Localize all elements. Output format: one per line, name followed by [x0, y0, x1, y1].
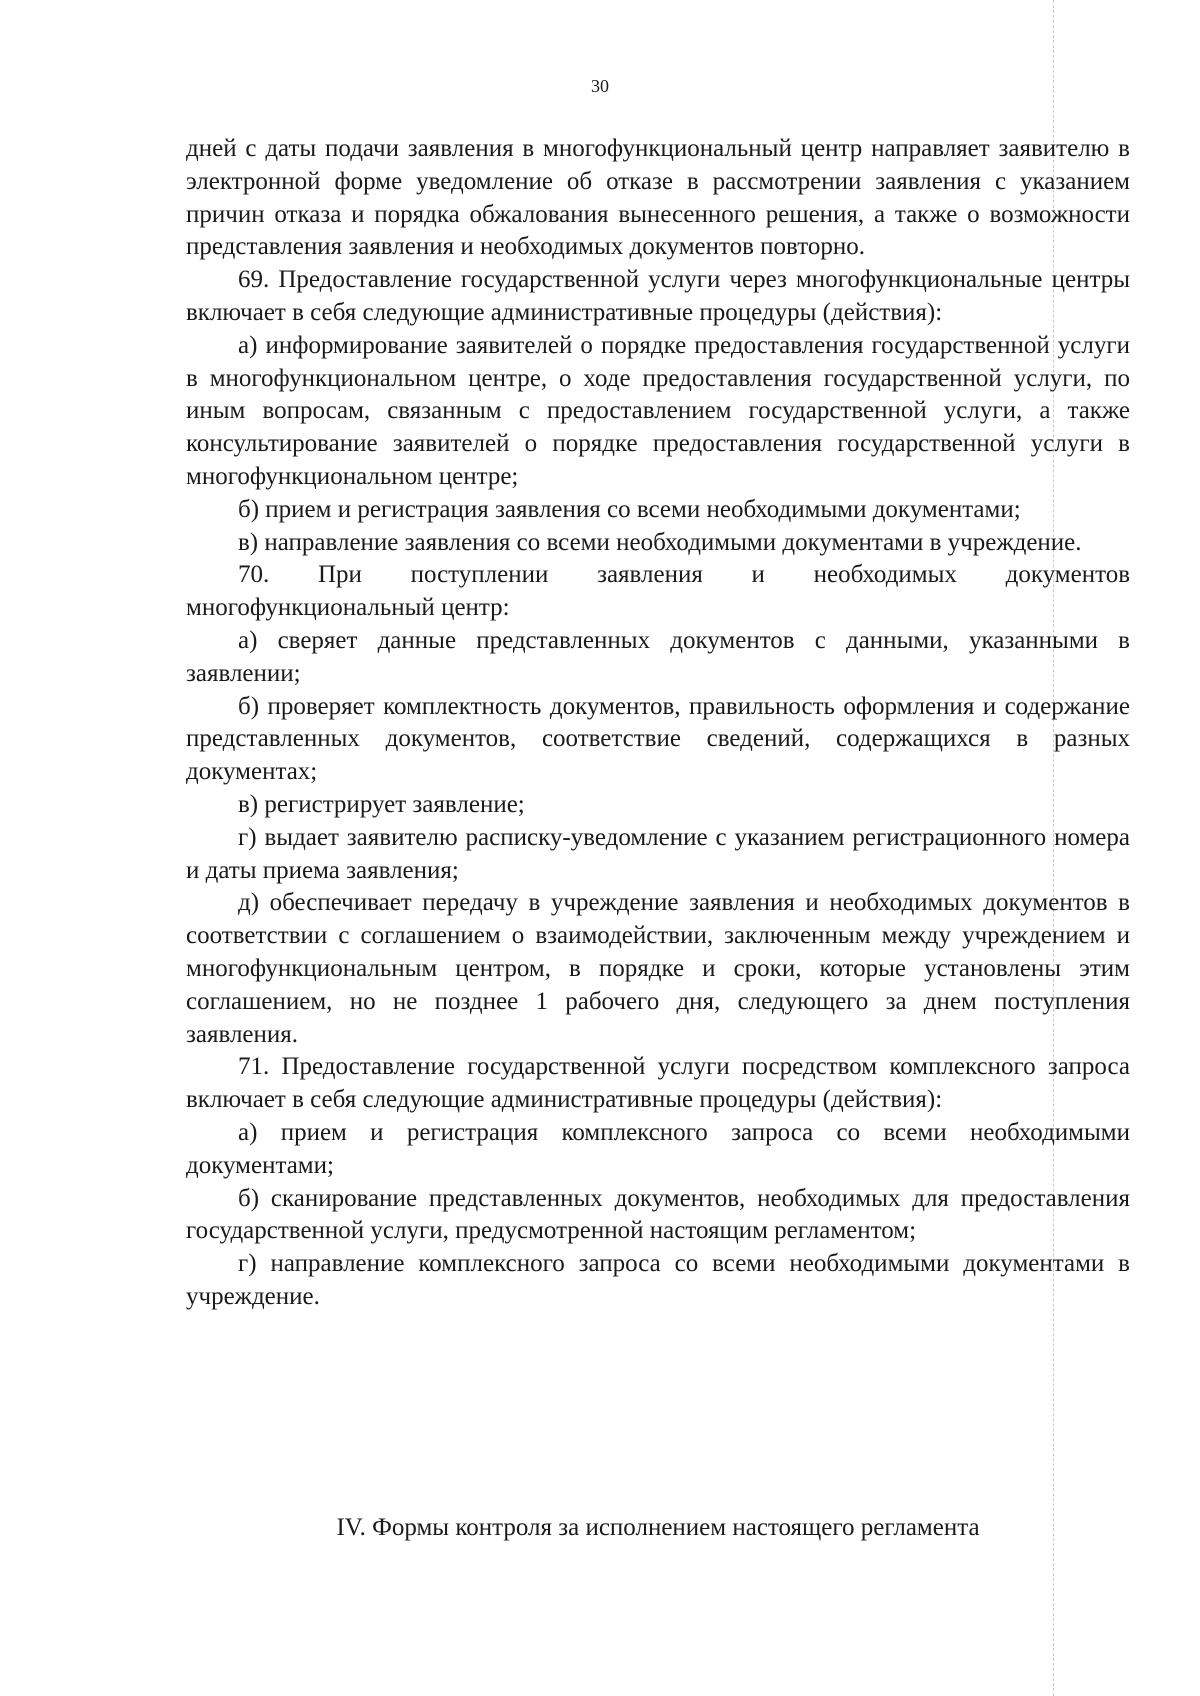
page-number: 30 [591, 76, 609, 96]
paragraph-71: 71. Предоставление государственной услуги посредством комплексного запроса включает в себя следующие административные процедуры (действия): [186, 1053, 1130, 1114]
paragraph-71-g: г) направление комплексного запроса со всеми необходимыми документами в учреждение. [186, 1250, 1130, 1310]
paragraph-71-a: а) прием и регистрация комплексного запроса со всеми необходимыми документами; [186, 1118, 1130, 1179]
section-heading: IV. Формы контроля за исполнением настоящего регламента [336, 1514, 980, 1541]
document-body [186, 133, 1130, 1314]
paragraph-71-b: б) сканирование представленных документов, необходимых для предоставления государственной услуги, предусмотренной настоящим регламентом; [186, 1184, 1130, 1245]
paragraph-69-v: в) направление заявления со всеми необходимыми документами в учреждение. [238, 528, 1082, 556]
paragraph-69: 69. Предоставление государственной услуги через многофункциональные центры включает в себя следующие административные процедуры (действия): [186, 266, 1130, 326]
paragraph: дней с даты подачи заявления в многофункциональный центр направляет заявителю в электронной форме уведомление об отказе в рассмотрении заявления с указанием причин отказа и порядка обжалования вынесенного решения, а также о возможности представления заявления и необходимых документов повторно. [186, 135, 1130, 261]
paragraph-69-a: а) информирование заявителей о порядке предоставления государственной услуги в многофункциональном центре, о ходе предоставления государственной услуги, по иным вопросам, связанным с предоставлением государственной услуги, а также консультирование заявителей о порядке предоставления государственной услуги в многофункциональном центре; [186, 331, 1130, 490]
paragraph-70: 70. При поступлении заявления и необходимых документов многофункциональный центр: [186, 561, 1130, 622]
paragraph-70-d: д) обеспечивает передачу в учреждение заявления и необходимых документов в соответствии с соглашением о взаимодействии, заключенным между учреждением и многофункциональным центром, в порядке и сроки, которые установлены этим соглашением, но не позднее 1 рабочего дня, следующего за днем поступления заявления. [186, 889, 1130, 1048]
paragraph-70-b: б) проверяет комплектность документов, правильность оформления и содержание представленных документов, соответствие сведений, содержащихся в разных документах; [186, 692, 1130, 786]
paragraph-69-b: б) прием и регистрация заявления со всеми необходимыми документами; [238, 495, 1021, 523]
paragraph-70-a: а) сверяет данные представленных документов с данными, указанными в заявлении; [186, 626, 1130, 687]
paragraph-70-g: г) выдает заявителю расписку-уведомление с указанием регистрационного номера и даты приема заявления; [186, 823, 1130, 884]
paragraph-70-v: в) регистрирует заявление; [238, 790, 525, 818]
